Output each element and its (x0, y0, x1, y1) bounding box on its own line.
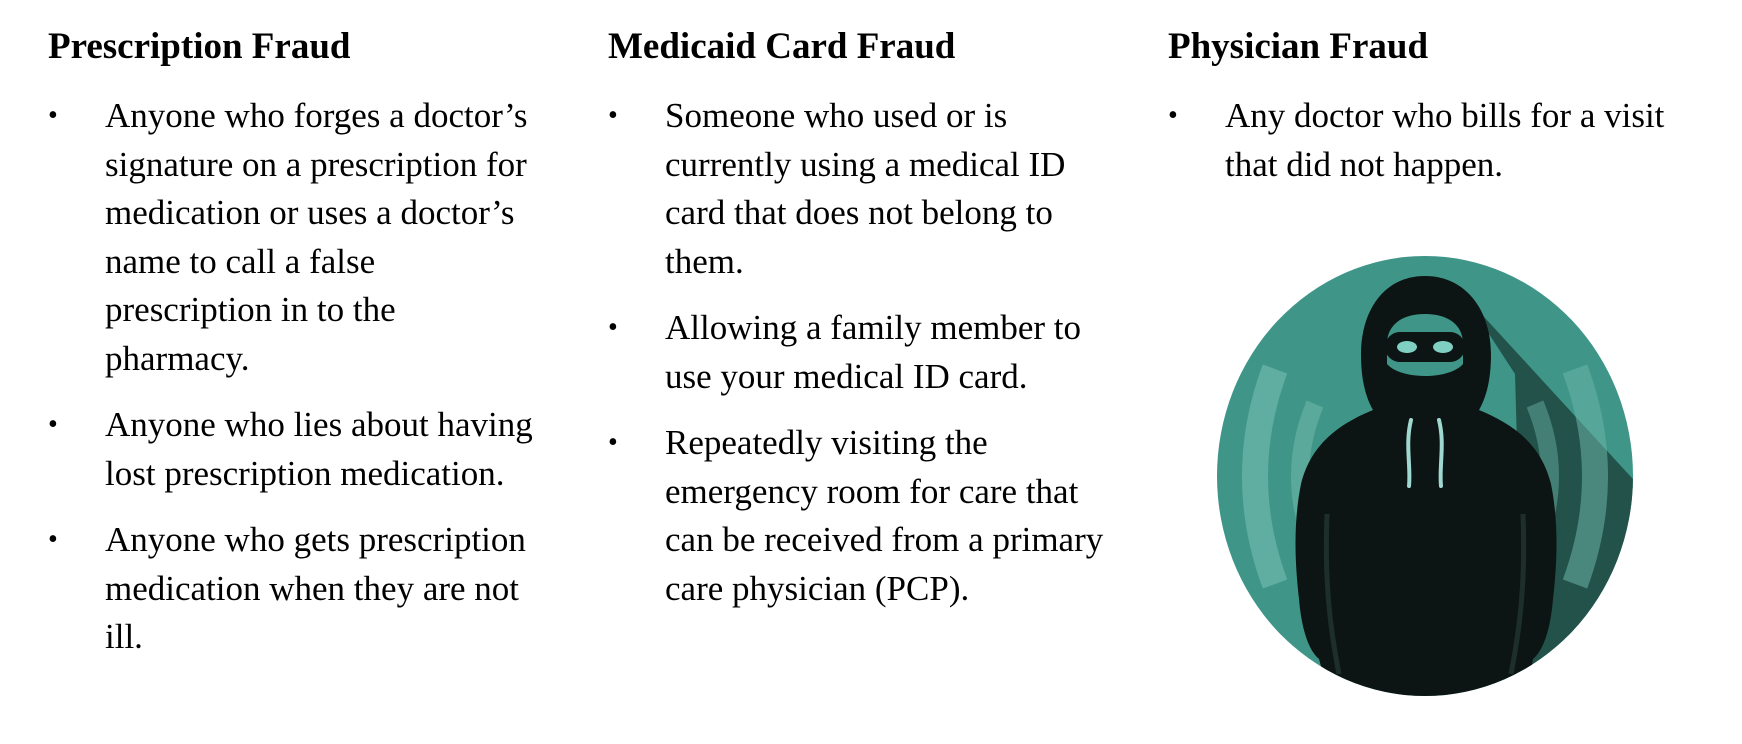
section-heading: Medicaid Card Fraud (608, 26, 956, 67)
list-item (608, 92, 1103, 286)
line: medication or uses a doctor’s (105, 193, 515, 232)
list-item (608, 419, 1103, 613)
list-item (48, 516, 533, 662)
bullet-list (608, 92, 1103, 631)
line: • Repeatedly visiting the (665, 423, 988, 462)
bullet-list (1168, 92, 1664, 207)
line: lost prescription medication. (105, 453, 505, 493)
line: care physician (PCP). (665, 568, 970, 608)
line: • Anyone who gets prescription (105, 520, 526, 559)
line: can be received from a primary (665, 520, 1104, 559)
line: ill. (105, 617, 143, 656)
section-heading: Prescription Fraud (48, 26, 351, 67)
hooded-masked-figure-icon (1215, 254, 1635, 704)
line: • Someone who used or is (665, 96, 1008, 135)
section-heading: Physician Fraud (1168, 26, 1429, 67)
line: • Any doctor who bills for a visit (1225, 96, 1665, 135)
line: card that does not belong to (665, 193, 1053, 232)
list-item (1168, 92, 1664, 189)
list-item (608, 304, 1103, 401)
line: • Anyone who forges a doctor’s (105, 96, 528, 135)
line: name to call a false (105, 241, 376, 281)
line: use your medical ID card. (665, 356, 1028, 396)
line: prescription in to the (105, 290, 396, 329)
right-eye (1433, 341, 1453, 353)
left-eye (1397, 341, 1417, 353)
line: signature on a prescription for (105, 144, 527, 184)
bullet-list (48, 92, 533, 680)
line: • Anyone who lies about having (105, 405, 533, 444)
line: • Allowing a family member to (665, 308, 1082, 347)
line: them. (665, 241, 744, 281)
line: that did not happen. (1225, 144, 1504, 184)
line: currently using a medical ID (665, 144, 1066, 184)
line: emergency room for care that (665, 471, 1079, 511)
line: medication when they are not (105, 568, 520, 608)
line: pharmacy. (105, 338, 250, 378)
list-item (48, 92, 533, 383)
list-item (48, 401, 533, 498)
